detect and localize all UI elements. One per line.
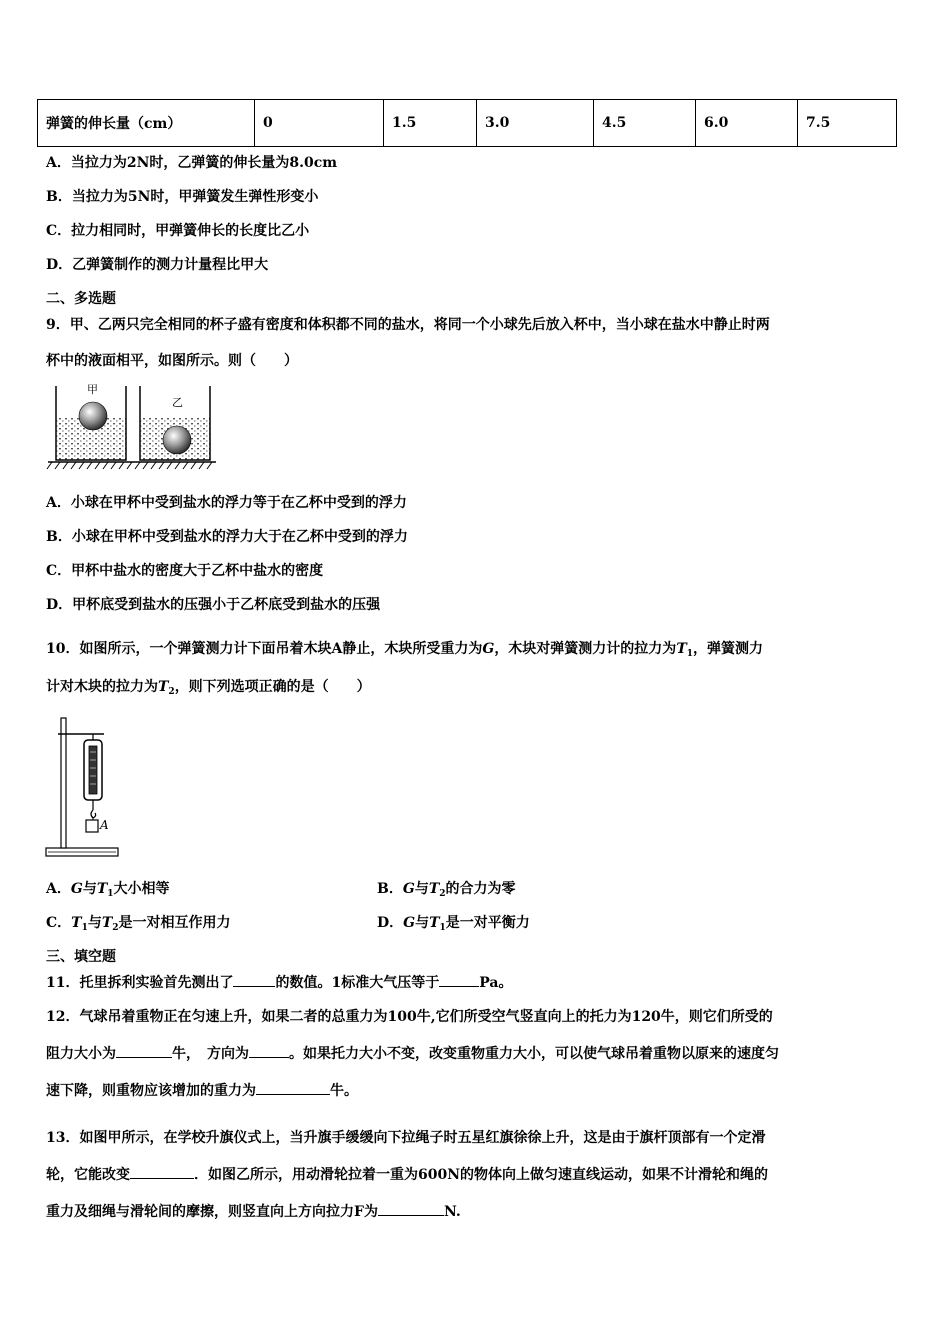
answer-blank[interactable]	[130, 1164, 194, 1179]
cup-jia-label: 甲	[87, 383, 98, 396]
table-cell: 7.5	[798, 100, 897, 147]
answer-blank[interactable]	[439, 972, 479, 987]
q12-stem-line1: 12．气球吊着重物正在匀速上升，如果二者的总重力为100牛,它们所受空气竖直向上的托力为120牛，则它们所受的	[46, 1009, 773, 1025]
answer-blank[interactable]	[233, 972, 275, 987]
table-cell: 4.5	[594, 100, 696, 147]
table-cell: 3.0	[477, 100, 594, 147]
q10-stem-line2: 计对木块的拉力为$T_2$，则下列选项正确的是（ ）	[46, 679, 371, 697]
table-cell: 0	[255, 100, 384, 147]
ball-in-cup-jia	[79, 402, 107, 430]
table-row	[38, 100, 897, 147]
extension-table	[37, 99, 897, 147]
ball-in-cup-yi	[163, 426, 191, 454]
block-a-label: A	[100, 818, 109, 832]
table-cell: 1.5	[384, 100, 477, 147]
cup-yi-label: 乙	[172, 396, 183, 409]
block-a	[86, 820, 98, 832]
section-heading-multi-choice: 二、多选题	[46, 291, 116, 307]
q12-stem-line3: 速下降，则重物应该增加的重力为 牛。	[46, 1080, 358, 1100]
q10-option-d: D．G与$T_1$是一对平衡力	[377, 915, 530, 933]
q8-option-a: A．当拉力为2N时，乙弹簧的伸长量为8.0cm	[46, 155, 338, 171]
q9-stem-line2: 杯中的液面相平，如图所示。则（ ）	[46, 353, 298, 369]
q9-option-b: B．小球在甲杯中受到盐水的浮力大于在乙杯中受到的浮力	[46, 529, 408, 545]
q8-option-b: B．当拉力为5N时，甲弹簧发生弹性形变小	[46, 189, 319, 205]
table-row-label: 弹簧的伸长量（cm）	[38, 100, 255, 147]
q9-option-a: A．小球在甲杯中受到盐水的浮力等于在乙杯中受到的浮力	[46, 495, 407, 511]
q10-option-a: A．G与$T_1$大小相等	[46, 881, 170, 899]
q13-stem-line3: 重力及细绳与滑轮间的摩擦，则竖直向上方向拉力F为 N.	[46, 1201, 461, 1221]
answer-blank[interactable]	[378, 1201, 444, 1216]
q10-stem-line1: 10．如图所示，一个弹簧测力计下面吊着木块A静止，木块所受重力为G，木块对弹簧测力计的拉力为$T_1$，弹簧测力	[46, 641, 763, 659]
q9-option-d: D．甲杯底受到盐水的压强小于乙杯底受到盐水的压强	[46, 597, 381, 613]
section-heading-fill-blank: 三、填空题	[46, 949, 116, 965]
answer-blank[interactable]	[256, 1080, 330, 1095]
answer-blank[interactable]	[116, 1043, 172, 1058]
q11-stem: 11．托里拆利实验首先测出了 的数值。1标准大气压等于 Pa。	[46, 972, 512, 992]
q13-stem-line2: 轮，它能改变 ．如图乙所示，用动滑轮拉着一重为600N的物体向上做匀速直线运动，如果不计滑轮和绳的	[46, 1164, 768, 1184]
q8-option-d: D．乙弹簧制作的测力计量程比甲大	[46, 257, 269, 273]
q9-option-c: C．甲杯中盐水的密度大于乙杯中盐水的密度	[46, 563, 324, 579]
answer-blank[interactable]	[249, 1043, 289, 1058]
table-cell: 6.0	[696, 100, 798, 147]
q9-cups-figure	[46, 382, 218, 472]
q13-stem-line1: 13．如图甲所示，在学校升旗仪式上，当升旗手缓缓向下拉绳子时五星红旗徐徐上升，这是由于旗杆顶部有一个定滑	[46, 1130, 766, 1146]
q8-option-c: C．拉力相同时，甲弹簧伸长的长度比乙小	[46, 223, 310, 239]
q10-spring-scale-figure	[44, 714, 124, 862]
q12-stem-line2: 阻力大小为 牛， 方向为 。如果托力大小不变，改变重物重力大小，可以使气球吊着重物以原来的速度匀	[46, 1043, 779, 1063]
q10-option-b: B．G与$T_2$的合力为零	[377, 881, 516, 899]
q9-stem-line1: 9．甲、乙两只完全相同的杯子盛有密度和体积都不同的盐水，将同一个小球先后放入杯中，当小球在盐水中静止时两	[46, 317, 770, 333]
q10-option-c: C．$T_1$与$T_2$是一对相互作用力	[46, 915, 231, 933]
